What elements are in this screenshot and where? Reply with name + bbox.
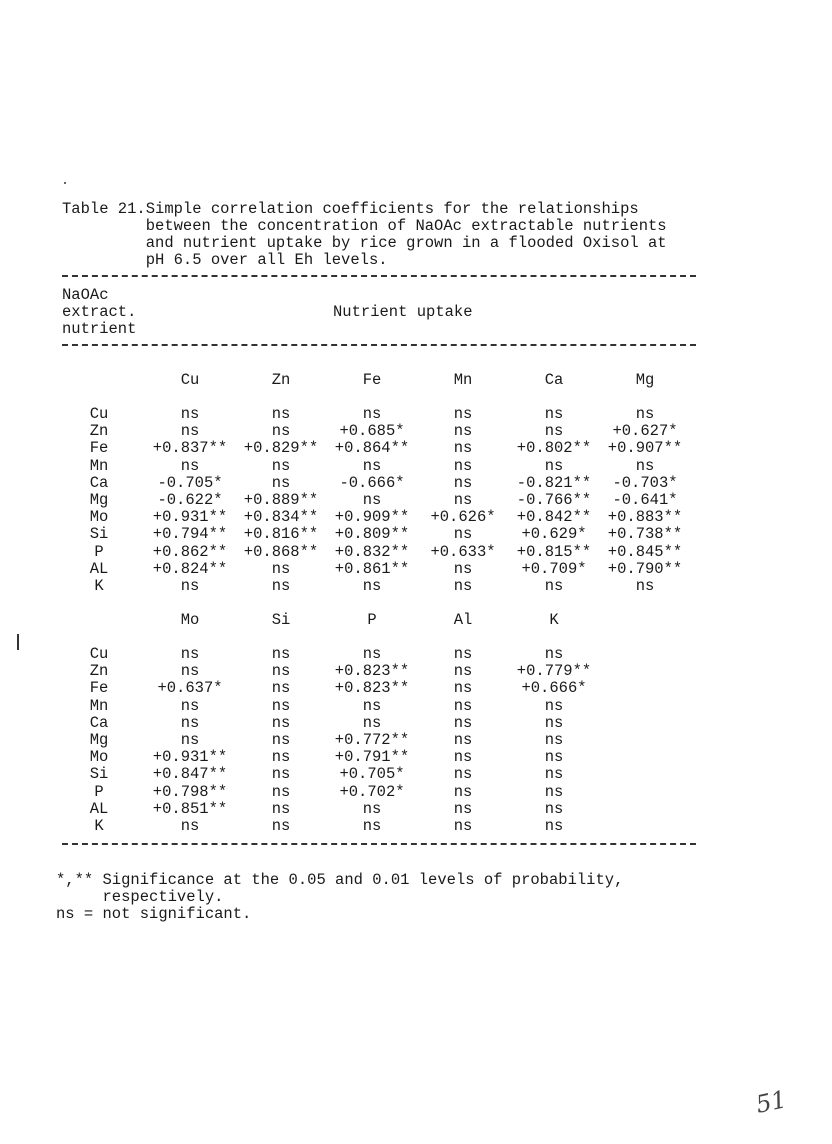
table-cell: -0.821** (516, 473, 592, 492)
row-label: P (94, 542, 104, 561)
table-cell: ns (362, 456, 382, 475)
table-cell: ns (271, 748, 291, 767)
table-cell: ns (453, 473, 473, 492)
footnote-line: respectively. (56, 888, 224, 906)
table-row (0, 714, 832, 731)
row-label: AL (89, 799, 109, 818)
top-rule (62, 275, 696, 277)
table-cell: ns (271, 405, 291, 423)
table-cell: ns (271, 456, 291, 475)
table-cell: ns (271, 473, 291, 492)
table-cell: ns (180, 577, 200, 595)
table-cell: ns (544, 765, 564, 784)
caption-line: and nutrient uptake by rice grown in a flooded Oxisol at (62, 234, 667, 252)
row-label: P (94, 782, 104, 801)
table-cell: ns (453, 559, 473, 578)
table-cell: -0.705* (157, 473, 223, 492)
table-cell: +0.705* (339, 765, 405, 784)
table-cell: ns (453, 439, 473, 458)
table-cell: +0.702* (339, 782, 405, 801)
table-cell: ns (362, 577, 382, 595)
stub-header-line: extract. (62, 303, 137, 321)
table-cell: ns (271, 577, 291, 595)
table-cell: +0.738** (607, 525, 683, 544)
table-row (0, 508, 832, 525)
table-cell: ns (453, 679, 473, 698)
table-cell: +0.809** (334, 525, 410, 544)
table-cell: +0.851** (152, 799, 228, 818)
table-row (0, 422, 832, 439)
table-cell: +0.842** (516, 508, 592, 527)
table-row (0, 662, 832, 679)
caption-line: pH 6.5 over all Eh levels. (62, 251, 388, 269)
row-label: Mg (89, 491, 109, 509)
table-cell: +0.847** (152, 765, 228, 784)
table-cell: ns (453, 713, 473, 732)
handwritten-page-number: 51 (753, 1085, 790, 1119)
table-cell: ns (453, 731, 473, 749)
row-label: Mo (89, 508, 109, 527)
table-cell: ns (271, 782, 291, 801)
table-cell: ns (635, 405, 655, 423)
table-cell: +0.772** (334, 731, 410, 749)
table-cell: ns (180, 713, 200, 732)
table-cell: ns (453, 422, 473, 441)
table-cell: +0.666* (521, 679, 587, 698)
table-cell: ns (544, 696, 564, 715)
table-cell: ns (453, 817, 473, 835)
table-cell: ns (180, 662, 200, 681)
table-row (0, 439, 832, 456)
table-cell: ns (544, 782, 564, 801)
table-cell: ns (453, 405, 473, 423)
table-cell: -0.703* (612, 473, 678, 492)
scan-speck (64, 182, 66, 184)
table-cell: ns (271, 731, 291, 749)
table-cell: ns (544, 748, 564, 767)
table-cell: ns (180, 456, 200, 475)
table-cell: +0.861** (334, 559, 410, 578)
table-cell: +0.626* (430, 508, 496, 527)
table-cell: ns (453, 577, 473, 595)
table-cell: +0.823** (334, 679, 410, 698)
table-cell: +0.834** (243, 508, 319, 527)
table-cell: ns (180, 817, 200, 835)
table-cell: ns (180, 696, 200, 715)
row-label: Fe (89, 679, 109, 698)
table-cell: +0.909** (334, 508, 410, 527)
table-cell: +0.824** (152, 559, 228, 578)
row-label: AL (89, 559, 109, 578)
table-row (0, 765, 832, 782)
table-cell: ns (271, 645, 291, 663)
column-header: Mo (180, 611, 200, 629)
table-cell: ns (362, 696, 382, 715)
table-row (0, 679, 832, 696)
table-cell: ns (453, 525, 473, 544)
table-cell: ns (362, 645, 382, 663)
row-label: Mn (89, 696, 109, 715)
table-cell: ns (544, 731, 564, 749)
table-cell: ns (271, 696, 291, 715)
table-row (0, 748, 832, 765)
column-header: Si (271, 611, 291, 629)
table-cell: ns (271, 765, 291, 784)
header-rule (62, 344, 696, 346)
table-cell: +0.823** (334, 662, 410, 681)
row-label: Zn (89, 422, 109, 441)
table-cell: ns (453, 696, 473, 715)
footnote-line: *,** Significance at the 0.05 and 0.01 levels of probability, (56, 871, 624, 889)
row-label: Ca (89, 473, 109, 492)
table-cell: ns (544, 405, 564, 423)
table-cell: +0.798** (152, 782, 228, 801)
row-label: Cu (89, 645, 109, 663)
table-cell: +0.709* (521, 559, 587, 578)
table-cell: ns (453, 782, 473, 801)
table-cell: +0.845** (607, 542, 683, 561)
table-cell: +0.829** (243, 439, 319, 458)
table-cell: ns (453, 799, 473, 818)
table-cell: ns (180, 422, 200, 441)
table-row (0, 543, 832, 560)
table-cell: ns (362, 713, 382, 732)
table-cell: +0.931** (152, 508, 228, 527)
table-cell: ns (362, 799, 382, 818)
table-row (0, 405, 832, 422)
table-cell: +0.868** (243, 542, 319, 561)
column-header: Ca (544, 371, 564, 389)
table-cell: ns (271, 422, 291, 441)
table-cell: +0.685* (339, 422, 405, 441)
row-label: K (94, 817, 104, 835)
column-header: Al (453, 611, 473, 629)
table-cell: ns (635, 456, 655, 475)
table-cell: +0.837** (152, 439, 228, 458)
table-cell: ns (362, 405, 382, 423)
table-cell: -0.666* (339, 473, 405, 492)
table-cell: ns (453, 491, 473, 509)
table-cell: -0.641* (612, 491, 678, 509)
column-header: P (367, 611, 377, 629)
table-cell: ns (453, 456, 473, 475)
table-cell: +0.862** (152, 542, 228, 561)
table-cell: ns (180, 731, 200, 749)
column-header: Mg (635, 371, 655, 389)
table-row (0, 800, 832, 817)
table-cell: +0.791** (334, 748, 410, 767)
table-cell: +0.633* (430, 542, 496, 561)
table-cell: ns (271, 662, 291, 681)
table-cell: ns (544, 422, 564, 441)
table-row (0, 525, 832, 542)
row-label: Cu (89, 405, 109, 423)
table-cell: ns (453, 765, 473, 784)
table-cell: ns (271, 713, 291, 732)
table-cell: ns (271, 799, 291, 818)
table-cell: +0.779** (516, 662, 592, 681)
table-cell: +0.627* (612, 422, 678, 441)
table-cell: +0.931** (152, 748, 228, 767)
table-cell: +0.794** (152, 525, 228, 544)
stub-header-line: nutrient (62, 320, 137, 338)
row-label: Ca (89, 713, 109, 732)
table-row (0, 474, 832, 491)
table-cell: +0.790** (607, 559, 683, 578)
table-row (0, 817, 832, 834)
table-cell: ns (635, 577, 655, 595)
table-cell: ns (544, 456, 564, 475)
table-row (0, 457, 832, 474)
table-row (0, 560, 832, 577)
column-header: K (549, 611, 559, 629)
table-row (0, 491, 832, 508)
table-cell: ns (180, 405, 200, 423)
column-header: Cu (180, 371, 200, 389)
bottom-rule (62, 843, 696, 845)
footnote-line: ns = not significant. (56, 905, 252, 923)
margin-mark (17, 634, 19, 650)
table-cell: ns (271, 679, 291, 698)
table-cell: +0.832** (334, 542, 410, 561)
row-label: Mn (89, 456, 109, 475)
table-cell: ns (271, 817, 291, 835)
table-cell: +0.816** (243, 525, 319, 544)
column-header: Mn (453, 371, 473, 389)
table-row (0, 731, 832, 748)
row-label: Mo (89, 748, 109, 767)
stub-header-line: NaOAc (62, 286, 109, 304)
column-header: Fe (362, 371, 382, 389)
row-label: Fe (89, 439, 109, 458)
table-cell: +0.629* (521, 525, 587, 544)
table-cell: -0.622* (157, 491, 223, 509)
table-row (0, 697, 832, 714)
table-cell: ns (544, 817, 564, 835)
table-cell: ns (453, 645, 473, 663)
table-cell: -0.766** (516, 491, 592, 509)
table-cell: ns (180, 645, 200, 663)
table-cell: +0.907** (607, 439, 683, 458)
row-label: Zn (89, 662, 109, 681)
row-label: K (94, 577, 104, 595)
table-cell: +0.883** (607, 508, 683, 527)
table-row (0, 645, 832, 662)
table-cell: ns (362, 817, 382, 835)
table-row (0, 577, 832, 594)
table-cell: ns (453, 662, 473, 681)
table-row (0, 783, 832, 800)
table-cell: ns (544, 645, 564, 663)
table-cell: ns (544, 577, 564, 595)
table-cell: +0.889** (243, 491, 319, 509)
table-cell: ns (453, 748, 473, 767)
row-label: Si (89, 765, 109, 784)
table-cell: +0.637* (157, 679, 223, 698)
column-header: Zn (271, 371, 291, 389)
table-cell: +0.802** (516, 439, 592, 458)
table-cell: ns (271, 559, 291, 578)
caption-line: between the concentration of NaOAc extractable nutrients (62, 217, 667, 235)
table-cell: ns (544, 713, 564, 732)
row-label: Mg (89, 731, 109, 749)
table-cell: ns (362, 491, 382, 509)
table-cell: ns (544, 799, 564, 818)
row-label: Si (89, 525, 109, 544)
table-cell: +0.815** (516, 542, 592, 561)
spanner-header: Nutrient uptake (333, 303, 473, 321)
caption-line: Table 21.Simple correlation coefficients for the relationships (62, 200, 639, 218)
table-cell: +0.864** (334, 439, 410, 458)
